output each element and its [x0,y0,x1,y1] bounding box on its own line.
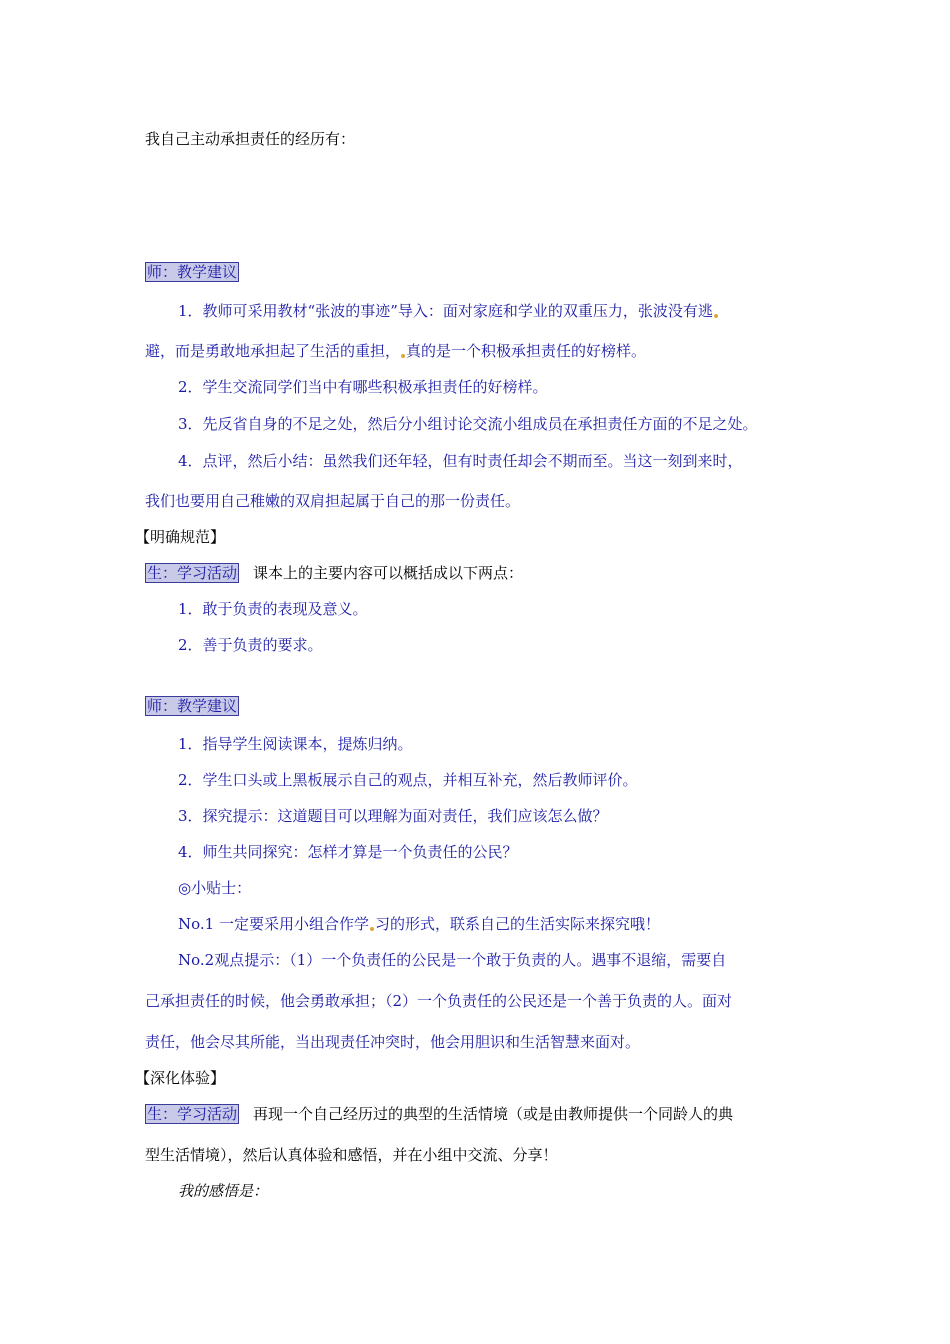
tip-no2-line-a [178,949,726,970]
teacher-suggestion-heading-2 [145,696,239,716]
s4-activity-line-b: 型生活情境），然后认真体验和感悟，并在小组中交流、分享！ [145,1146,558,1164]
s1-item4-b: 我们也要用自己稚嫩的双肩担起属于自己的那一份责任。 [145,492,521,510]
s1-item1-text-a: 1．教师可采用教材“张波的事迹”导入：面对家庭和学业的双重压力，张波没有逃 [178,302,713,320]
tip-no2-label: No.2 [178,951,215,969]
reflection-label: 我的感悟是： [178,1182,269,1200]
tip-no2-line-c: 责任，他会尽其所能，当出现责任冲突时，他会用胆识和生活智慧来面对。 [145,1033,641,1051]
s1-item1-line-a [178,300,719,321]
marker-dot [401,354,405,358]
marker-dot [714,314,718,318]
tip-no2-text-a: 观点提示：（1）一个负责任的公民是一个敢于负责的人。遇事不退缩，需要自 [214,951,727,969]
teacher-tag: 师：教学建议 [147,697,238,715]
s1-item3: 3．先反省自身的不足之处，然后分小组讨论交流小组成员在承担责任方面的不足之处。 [178,415,758,433]
s1-item4-a: 4．点评，然后小结：虽然我们还年轻，但有时责任却会不期而至。当这一刻到来时， [178,452,743,470]
teacher-tag: 师：教学建议 [147,263,238,281]
marker-dot [370,927,374,931]
s3-item1: 1．指导学生阅读课本，提炼归纳。 [178,735,413,753]
tip-no1-text-a: 一定要采用小组合作学 [219,915,370,933]
s1-item2: 2．学生交流同学们当中有哪些积极承担责任的好榜样。 [178,378,548,396]
student-tag: 生：学习活动 [147,1105,238,1123]
s1-item1-line-b [145,340,646,361]
s2-item2: 2．善于负责的要求。 [178,636,323,654]
s2-activity-text: 课本上的主要内容可以概括成以下两点： [253,564,524,582]
tip-no1 [178,913,660,934]
s4-activity-text-a: 再现一个自己经历过的典型的生活情境（或是由教师提供一个同龄人的典 [253,1105,734,1123]
heading-shenhua: 【深化体验】 [135,1069,226,1087]
s4-activity-line-a [145,1103,733,1124]
s1-item1-text-b1: 避，而是勇敢地承担起了生活的重担， [145,342,401,360]
tip-no2-line-b: 己承担责任的时候，他会勇敢承担；（2）一个负责任的公民还是一个善于负责的人。面对 [145,992,733,1010]
heading-mingque: 【明确规范】 [135,528,226,546]
s3-item4: 4．师生共同探究：怎样才算是一个负责任的公民？ [178,843,518,861]
intro-line: 我自己主动承担责任的经历有： [145,130,356,148]
s3-item3: 3．探究提示：这道题目可以理解为面对责任，我们应该怎么做？ [178,807,608,825]
tip-no1-label: No.1 [178,915,215,933]
tips-title: ◎小贴士： [178,879,252,897]
tip-no1-text-b: 习的形式，联系自己的生活实际来探究哦！ [375,915,661,933]
s2-activity-line [145,562,523,583]
s2-item1: 1．敢于负责的表现及意义。 [178,600,368,618]
s3-item2: 2．学生口头或上黑板展示自己的观点，并相互补充，然后教师评价。 [178,771,638,789]
s1-item1-text-b2: 真的是一个积极承担责任的好榜样。 [406,342,647,360]
student-tag: 生：学习活动 [147,564,238,582]
teacher-suggestion-heading-1 [145,262,239,282]
